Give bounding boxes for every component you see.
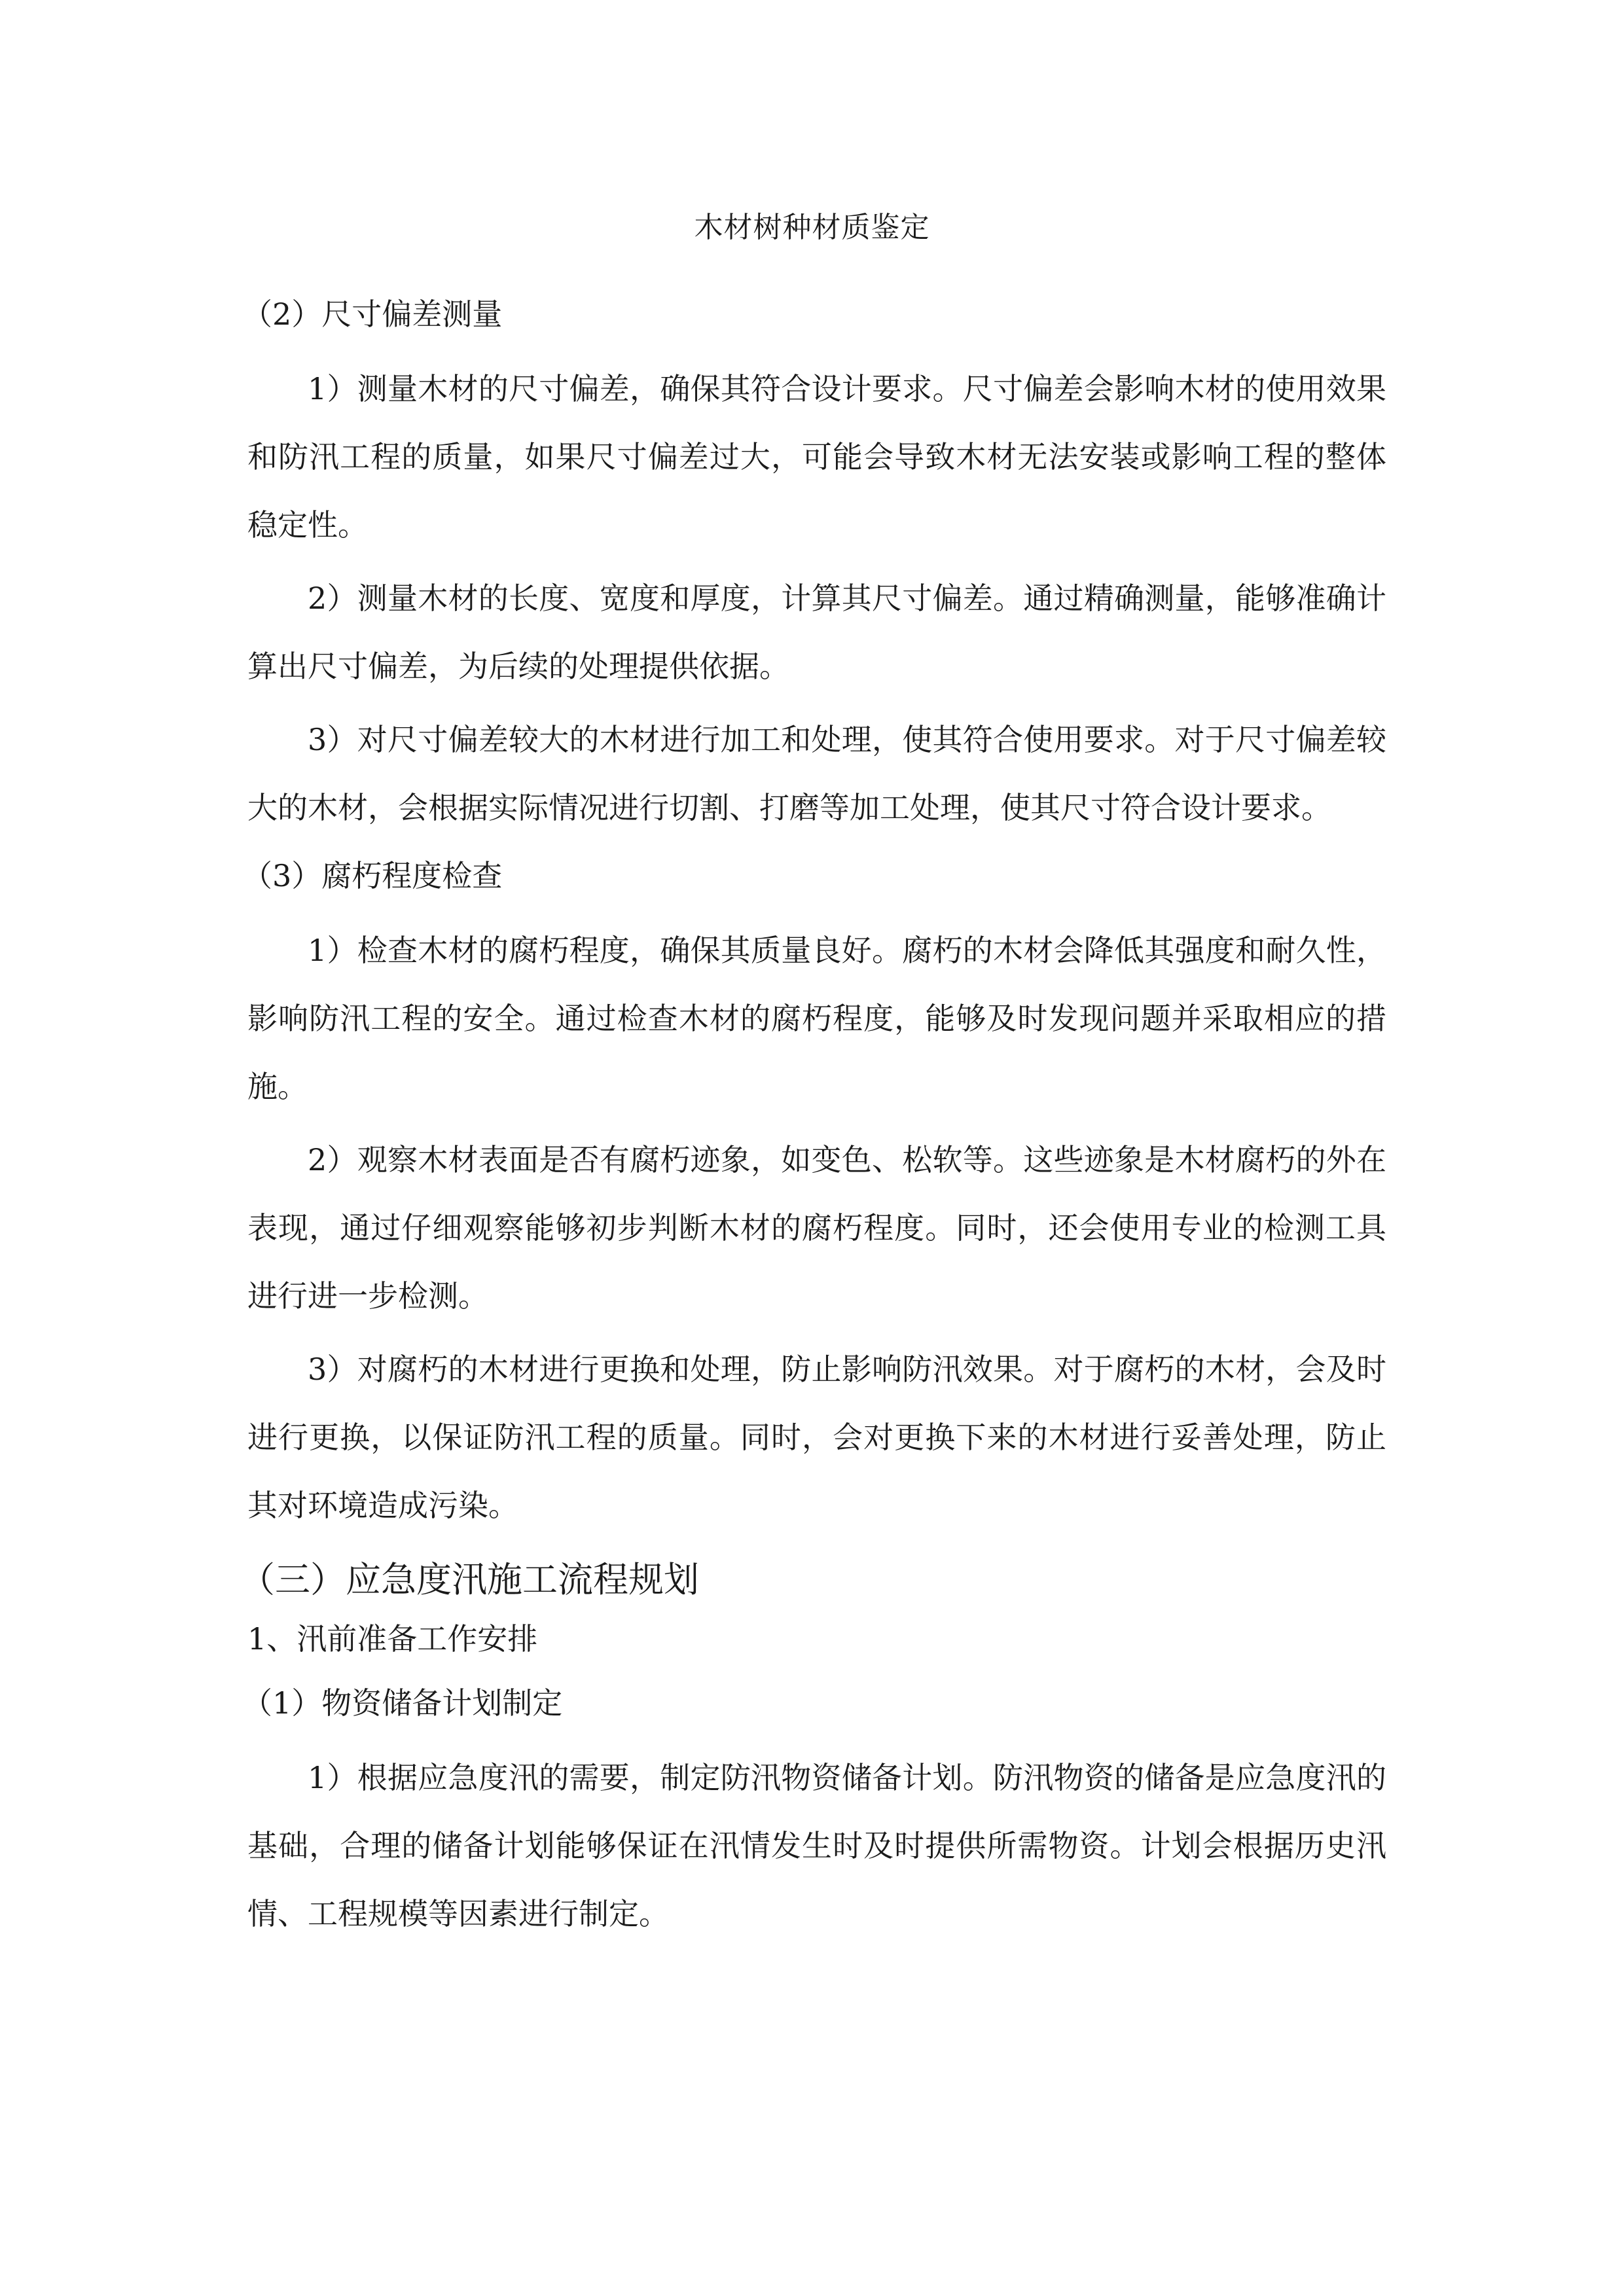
subheading-material-reserve: （1）物资储备计划制定 (242, 1685, 563, 1721)
paragraph-decay-3: 3）对腐朽的木材进行更换和处理，防止影响防汛效果。对于腐朽的木材，会及时进行更换，以保证防汛工程的质量。同时，会对更换下来的木材进行妥善处理，防止其对环境造成污染。 (247, 1352, 1386, 1523)
paragraph-decay-2: 2）观察木材表面是否有腐朽迹象，如变色、松软等。这些迹象是木材腐朽的外在表现，通过仔细观察能够初步判断木材的腐朽程度。同时，还会使用专业的检测工具进行进一步检测。 (247, 1142, 1386, 1314)
heading-pre-flood-preparation: 1、汛前准备工作安排 (247, 1621, 538, 1657)
subheading-decay-check: （3）腐朽程度检查 (242, 858, 503, 893)
paragraph-size-3: 3）对尺寸偏差较大的木材进行加工和处理，使其符合使用要求。对于尺寸偏差较大的木材，会根据实际情况进行切割、打磨等加工处理，使其尺寸符合设计要求。 (247, 722, 1386, 825)
paragraph-reserve-1: 1）根据应急度汛的需要，制定防汛物资储备计划。防汛物资的储备是应急度汛的基础，合理的储备计划能够保证在汛情发生时及时提供所需物资。计划会根据历史汛情、工程规模等因素进行制定。 (247, 1760, 1386, 1931)
paragraph-size-2: 2）测量木材的长度、宽度和厚度，计算其尺寸偏差。通过精确测量，能够准确计算出尺寸偏差，为后续的处理提供依据。 (247, 581, 1386, 684)
section-heading-emergency-flood: （三）应急度汛施工流程规划 (240, 1559, 699, 1600)
page-header-title: 木材树种材质鉴定 (694, 211, 930, 244)
paragraph-decay-1: 1）检查木材的腐朽程度，确保其质量良好。腐朽的木材会降低其强度和耐久性，影响防汛工程的安全。通过检查木材的腐朽程度，能够及时发现问题并采取相应的措施。 (247, 933, 1386, 1104)
paragraph-size-1: 1）测量木材的尺寸偏差，确保其符合设计要求。尺寸偏差会影响木材的使用效果和防汛工程的质量，如果尺寸偏差过大，可能会导致木材无法安装或影响工程的整体稳定性。 (247, 371, 1386, 543)
document-body (240, 293, 1386, 1953)
subheading-size-deviation: （2）尺寸偏差测量 (242, 296, 503, 332)
